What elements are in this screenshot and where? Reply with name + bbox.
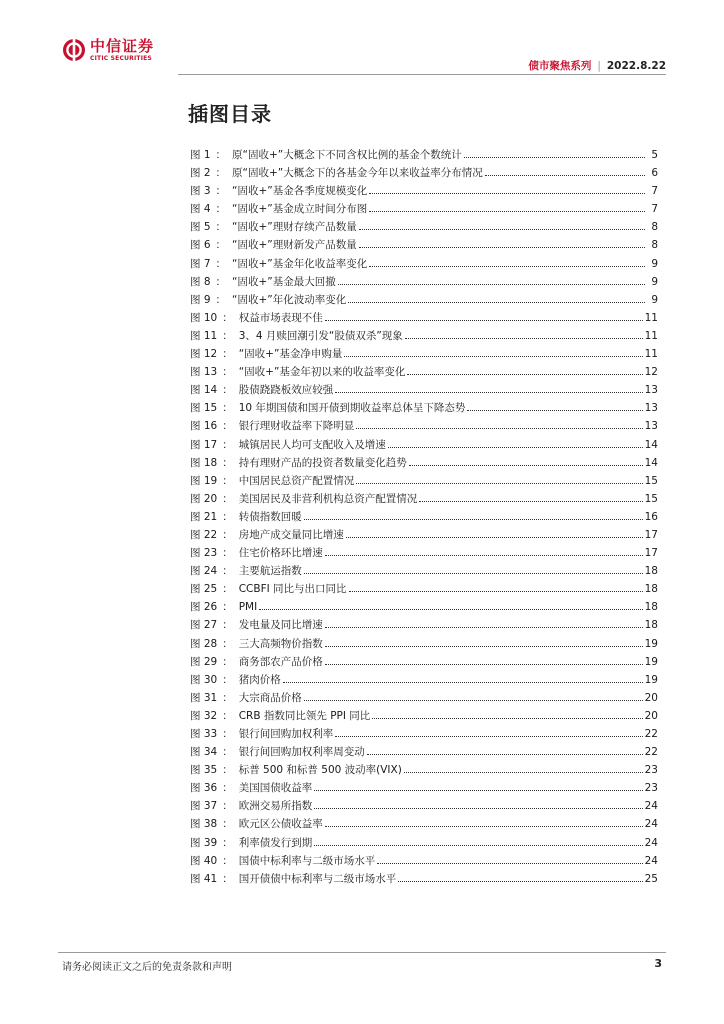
toc-entry-colon: ：	[222, 637, 233, 650]
toc-leader-dots	[314, 790, 642, 791]
toc-entry-colon: ：	[215, 293, 227, 306]
toc-entry-label: 图 9	[190, 293, 211, 306]
toc-entry-label: 图 15	[190, 402, 218, 415]
toc-leader-dots	[338, 284, 645, 285]
toc-entry[interactable]	[190, 310, 658, 328]
toc-entry[interactable]	[190, 853, 658, 871]
toc-entry-colon: ：	[215, 239, 227, 252]
toc-entry-label: 图 1	[190, 149, 211, 161]
toc-entry-colon: ：	[222, 709, 233, 722]
toc-entry-page: 17	[644, 547, 658, 560]
toc-entry-colon: ：	[222, 782, 233, 795]
toc-leader-dots	[304, 573, 643, 574]
toc-entry-label: 图 34	[190, 746, 218, 759]
toc-entry[interactable]	[190, 563, 658, 581]
toc-entry-title: 10 年期国债和国开债到期收益率总体呈下降态势	[238, 402, 466, 415]
toc-entry-page: 9	[651, 257, 658, 270]
toc-leader-dots	[325, 627, 643, 628]
toc-leader-dots	[377, 863, 642, 864]
toc-entry-page: 13	[644, 384, 658, 397]
toc-entry-title: “固收+”基金年初以来的收益率变化	[238, 366, 406, 379]
toc-entry-page: 18	[644, 601, 658, 614]
toc-entry-colon: ：	[222, 510, 233, 523]
toc-entry-colon: ：	[215, 203, 227, 216]
toc-entry[interactable]	[190, 147, 658, 165]
toc-entry-label: 图 36	[190, 782, 218, 795]
toc-entry-colon: ：	[222, 456, 233, 469]
toc-entry-colon: ：	[222, 528, 233, 541]
toc-entry-title: 原“固收+”大概念下不同含权比例的基金个数统计	[232, 149, 462, 161]
toc-entry-colon: ：	[222, 474, 233, 487]
toc-entry-label: 图 17	[190, 438, 218, 451]
toc-entry-page: 24	[644, 854, 658, 867]
toc-entry[interactable]	[190, 798, 658, 816]
header-separator: |	[597, 59, 601, 72]
toc-leader-dots	[304, 519, 643, 520]
toc-entry-title: 权益市场表现不佳	[238, 311, 323, 324]
toc-entry-page: 19	[644, 637, 658, 650]
toc-entry[interactable]	[190, 274, 658, 292]
toc-entry-page: 13	[644, 402, 658, 415]
toc-entry-page: 15	[644, 474, 658, 487]
toc-entry[interactable]	[190, 835, 658, 853]
toc-entry-title: 房地产成交量同比增速	[238, 528, 344, 541]
toc-leader-dots	[409, 465, 643, 466]
toc-entry-page: 19	[644, 673, 658, 686]
toc-entry-label: 图 25	[190, 583, 218, 596]
toc-entry[interactable]	[190, 256, 658, 274]
toc-entry-page: 13	[644, 420, 658, 433]
toc-leader-dots	[372, 718, 642, 719]
toc-entry[interactable]	[190, 437, 658, 455]
page-title: 插图目录	[188, 102, 272, 126]
toc-entry-page: 16	[644, 510, 658, 523]
toc-leader-dots	[419, 501, 642, 502]
toc-entry[interactable]	[190, 364, 658, 382]
toc-leader-dots	[467, 410, 642, 411]
toc-entry-page: 14	[644, 438, 658, 451]
report-date: 2022.8.22	[606, 59, 666, 72]
toc-entry-page: 11	[644, 329, 658, 342]
toc-entry-label: 图 16	[190, 420, 218, 433]
toc-entry-title: 利率债发行到期	[238, 836, 313, 849]
toc-entry-label: 图 26	[190, 601, 218, 614]
toc-entry-colon: ：	[222, 583, 233, 596]
toc-leader-dots	[405, 338, 643, 339]
toc-entry-label: 图 38	[190, 818, 218, 831]
toc-entry-title: 标普 500 和标普 500 波动率(VIX)	[238, 764, 402, 777]
toc-entry-title: 美国国债收益率	[238, 782, 313, 795]
toc-entry-page: 8	[651, 239, 658, 252]
toc-entry-label: 图 29	[190, 655, 218, 668]
toc-leader-dots	[304, 700, 643, 701]
toc-leader-dots	[388, 447, 643, 448]
toc-entry[interactable]	[190, 473, 658, 491]
toc-leader-dots	[367, 754, 643, 755]
toc-entry-label: 图 40	[190, 854, 218, 867]
toc-entry-label: 图 6	[190, 239, 211, 252]
series-name: 债市聚焦系列	[528, 60, 592, 72]
toc-entry-title: 原“固收+”大概念下的各基金今年以来收益率分布情况	[232, 167, 483, 180]
toc-entry-colon: ：	[222, 872, 233, 885]
toc-entry-page: 18	[644, 619, 658, 632]
toc-entry-colon: ：	[222, 691, 233, 704]
header-divider	[178, 74, 666, 75]
toc-entry[interactable]	[190, 400, 658, 418]
toc-entry-label: 图 24	[190, 565, 218, 578]
toc-entry-label: 图 10	[190, 311, 218, 324]
toc-leader-dots	[325, 320, 643, 321]
toc-leader-dots	[369, 193, 645, 194]
toc-entry-title: “固收+”基金年化收益率变化	[232, 257, 368, 270]
toc-entry[interactable]	[190, 599, 658, 617]
toc-entry-page: 19	[644, 655, 658, 668]
toc-entry-page: 8	[651, 221, 658, 234]
toc-leader-dots	[283, 682, 643, 683]
toc-leader-dots	[404, 772, 643, 773]
toc-entry-page: 22	[644, 746, 658, 759]
toc-entry[interactable]	[190, 491, 658, 509]
toc-leader-dots	[356, 428, 642, 429]
toc-entry-title: 住宅价格环比增速	[238, 547, 323, 560]
toc-entry-label: 图 39	[190, 836, 218, 849]
toc-entry-label: 图 2	[190, 167, 211, 180]
toc-entry-page: 24	[644, 800, 658, 813]
toc-entry-colon: ：	[222, 655, 233, 668]
toc-leader-dots	[369, 266, 645, 267]
toc-entry-title: 大宗商品价格	[238, 691, 302, 704]
toc-entry[interactable]	[190, 219, 658, 237]
toc-entry-page: 24	[644, 818, 658, 831]
toc-leader-dots	[398, 881, 642, 882]
toc-entry-label: 图 22	[190, 528, 218, 541]
toc-entry-colon: ：	[222, 366, 233, 379]
toc-entry[interactable]	[190, 744, 658, 762]
toc-entry[interactable]	[190, 527, 658, 545]
toc-entry-page: 11	[644, 348, 658, 361]
logo-chinese-name: 中信证券	[90, 36, 155, 55]
toc-entry-page: 7	[651, 203, 658, 216]
toc-entry-page: 23	[644, 764, 658, 777]
toc-entry-colon: ：	[222, 329, 233, 342]
toc-entry-colon: ：	[222, 348, 233, 361]
toc-entry-page: 9	[651, 293, 658, 306]
toc-entry-colon: ：	[222, 746, 233, 759]
toc-entry-title: 发电量及同比增速	[238, 619, 323, 632]
toc-leader-dots	[348, 302, 645, 303]
toc-entry-colon: ：	[222, 673, 233, 686]
toc-leader-dots	[325, 555, 643, 556]
logo-english-name: CITIC SECURITIES	[90, 54, 152, 62]
toc-entry-page: 11	[644, 311, 658, 324]
toc-entry-title: “固收+”基金成立时间分布图	[232, 203, 368, 216]
toc-entry-label: 图 3	[190, 185, 211, 198]
toc-entry-colon: ：	[215, 167, 227, 180]
toc-entry-title: 欧元区公债收益率	[238, 818, 323, 831]
toc-entry[interactable]	[190, 636, 658, 654]
toc-entry-title: 猪肉价格	[238, 673, 281, 686]
toc-entry[interactable]	[190, 382, 658, 400]
toc-leader-dots	[485, 175, 645, 176]
toc-leader-dots	[407, 374, 642, 375]
toc-entry-label: 图 7	[190, 257, 211, 270]
toc-entry[interactable]	[190, 418, 658, 436]
toc-entry[interactable]	[190, 672, 658, 690]
toc-entry-title: “固收+”基金各季度规模变化	[232, 185, 368, 198]
toc-leader-dots	[344, 356, 642, 357]
toc-entry-label: 图 21	[190, 510, 218, 523]
toc-entry-page: 18	[644, 583, 658, 596]
toc-entry-label: 图 32	[190, 709, 218, 722]
toc-leader-dots	[369, 211, 645, 212]
toc-entry-label: 图 8	[190, 275, 211, 288]
toc-entry-page: 22	[644, 728, 658, 740]
toc-entry-title: 股债跷跷板效应较强	[238, 384, 334, 397]
toc-leader-dots	[259, 609, 642, 610]
toc-entry-colon: ：	[222, 764, 233, 777]
toc-entry-colon: ：	[222, 800, 233, 813]
toc-entry-title: “固收+”年化波动率变化	[232, 293, 347, 306]
citic-logo-icon	[62, 38, 86, 62]
toc-entry-colon: ：	[222, 402, 233, 415]
toc-entry[interactable]	[190, 455, 658, 473]
toc-leader-dots	[335, 392, 642, 393]
toc-entry-colon: ：	[222, 619, 233, 632]
toc-entry-page: 6	[651, 167, 658, 180]
footer-divider	[58, 952, 666, 953]
toc-entry-label: 图 27	[190, 619, 218, 632]
toc-leader-dots	[325, 826, 643, 827]
toc-entry[interactable]	[190, 237, 658, 255]
toc-entry-title: 欧洲交易所指数	[238, 800, 313, 813]
toc-entry-label: 图 4	[190, 203, 211, 216]
toc-entry[interactable]	[190, 183, 658, 201]
toc-entry-colon: ：	[215, 149, 227, 161]
toc-entry-title: “固收+”基金最大回撤	[232, 275, 336, 288]
toc-leader-dots	[335, 736, 642, 737]
toc-entry[interactable]	[190, 871, 658, 889]
toc-entry-page: 5	[651, 149, 658, 161]
toc-entry-title: PMI	[238, 601, 258, 614]
header-meta	[528, 58, 666, 73]
toc-entry-colon: ：	[215, 185, 227, 198]
toc-entry-page: 20	[644, 691, 658, 704]
toc-entry-label: 图 37	[190, 800, 218, 813]
toc-entry-colon: ：	[222, 420, 233, 433]
toc-entry-label: 图 12	[190, 348, 218, 361]
toc-entry-title: 美国居民及非营利机构总资产配置情况	[238, 492, 418, 505]
toc-entry-title: 国开债债中标利率与二级市场水平	[238, 872, 397, 885]
toc-entry-colon: ：	[222, 854, 233, 867]
toc-entry-page: 24	[644, 836, 658, 849]
toc-entry-label: 图 20	[190, 492, 218, 505]
toc-entry-title: “固收+”基金净申购量	[238, 348, 343, 361]
toc-entry-title: 银行间回购加权利率	[238, 728, 334, 740]
toc-leader-dots	[325, 664, 643, 665]
toc-entry-title: 国债中标利率与二级市场水平	[238, 854, 376, 867]
toc-entry-colon: ：	[222, 438, 233, 451]
toc-entry-title: 商务部农产品价格	[238, 655, 323, 668]
toc-entry-page: 12	[644, 366, 658, 379]
toc-entry-label: 图 28	[190, 637, 218, 650]
toc-entry-label: 图 5	[190, 221, 211, 234]
toc-entry-colon: ：	[222, 547, 233, 560]
toc-entry[interactable]	[190, 328, 658, 346]
toc-entry[interactable]	[190, 545, 658, 563]
toc-entry-colon: ：	[222, 311, 233, 324]
toc-entry-label: 图 23	[190, 547, 218, 560]
toc-leader-dots	[356, 483, 642, 484]
toc-entry-colon: ：	[222, 492, 233, 505]
toc-entry-title: “固收+”理财存续产品数量	[232, 221, 357, 234]
toc-entry-label: 图 30	[190, 673, 218, 686]
toc-entry-colon: ：	[215, 221, 227, 234]
company-logo	[62, 38, 154, 62]
toc-leader-dots	[346, 537, 643, 538]
toc-leader-dots	[359, 247, 645, 248]
toc-entry-page: 20	[644, 709, 658, 722]
toc-entry-title: 3、4 月赎回潮引发“股债双杀”现象	[238, 329, 403, 342]
toc-entry-colon: ：	[215, 257, 227, 270]
toc-entry-label: 图 19	[190, 474, 218, 487]
toc-entry-page: 9	[651, 275, 658, 288]
toc-entry-title: “固收+”理财新发产品数量	[232, 239, 357, 252]
toc-entry-colon: ：	[222, 728, 233, 740]
toc-entry-page: 14	[644, 456, 658, 469]
toc-entry-label: 图 14	[190, 384, 218, 397]
toc-entry[interactable]	[190, 292, 658, 310]
toc-entry-label: 图 11	[190, 329, 218, 342]
toc-entry-title: CCBFI 同比与出口同比	[238, 583, 347, 596]
toc-entry-title: 主要航运指数	[238, 565, 302, 578]
toc-entry-page: 23	[644, 782, 658, 795]
toc-entry-colon: ：	[222, 565, 233, 578]
toc-entry-page: 17	[644, 528, 658, 541]
toc-entry-page: 25	[644, 872, 658, 885]
toc-entry-title: 持有理财产品的投资者数量变化趋势	[238, 456, 407, 469]
toc-entry-colon: ：	[222, 601, 233, 614]
toc-entry[interactable]	[190, 165, 658, 183]
toc-leader-dots	[325, 646, 643, 647]
figure-list	[190, 147, 658, 889]
toc-entry[interactable]	[190, 816, 658, 834]
toc-leader-dots	[314, 808, 642, 809]
toc-entry-title: 转债指数回暖	[238, 510, 302, 523]
toc-entry[interactable]	[190, 201, 658, 219]
toc-entry-title: 城镇居民人均可支配收入及增速	[238, 438, 386, 451]
toc-entry[interactable]	[190, 708, 658, 726]
toc-entry-label: 图 31	[190, 691, 218, 704]
toc-leader-dots	[359, 229, 645, 230]
toc-entry-title: 银行理财收益率下降明显	[238, 420, 355, 433]
toc-entry[interactable]	[190, 690, 658, 708]
toc-entry-title: 中国居民总资产配置情况	[238, 474, 355, 487]
toc-entry-colon: ：	[222, 384, 233, 397]
toc-entry-label: 图 18	[190, 456, 218, 469]
toc-entry-colon: ：	[222, 836, 233, 849]
toc-entry-label: 图 33	[190, 728, 218, 740]
toc-entry[interactable]	[190, 617, 658, 635]
toc-leader-dots	[349, 591, 643, 592]
toc-leader-dots	[314, 845, 642, 846]
footer-disclaimer: 请务必阅读正文之后的免责条款和声明	[62, 962, 232, 973]
toc-entry-page: 15	[644, 492, 658, 505]
toc-entry-title: 银行间回购加权利率周变动	[238, 746, 365, 759]
toc-entry[interactable]	[190, 780, 658, 798]
toc-leader-dots	[464, 157, 645, 158]
toc-entry[interactable]	[190, 762, 658, 780]
toc-entry[interactable]	[190, 726, 658, 744]
toc-entry[interactable]	[190, 654, 658, 672]
toc-entry-colon: ：	[222, 818, 233, 831]
toc-entry-label: 图 35	[190, 764, 218, 777]
toc-entry-page: 18	[644, 565, 658, 578]
toc-entry-title: 三大高频物价指数	[238, 637, 323, 650]
toc-entry-colon: ：	[215, 275, 227, 288]
toc-entry[interactable]	[190, 509, 658, 527]
toc-entry[interactable]	[190, 346, 658, 364]
toc-entry-page: 7	[651, 185, 658, 198]
page-number: 3	[654, 957, 662, 970]
toc-entry-label: 图 13	[190, 366, 218, 379]
toc-entry-label: 图 41	[190, 872, 218, 885]
toc-entry-title: CRB 指数同比领先 PPI 同比	[238, 709, 371, 722]
toc-entry[interactable]	[190, 581, 658, 599]
